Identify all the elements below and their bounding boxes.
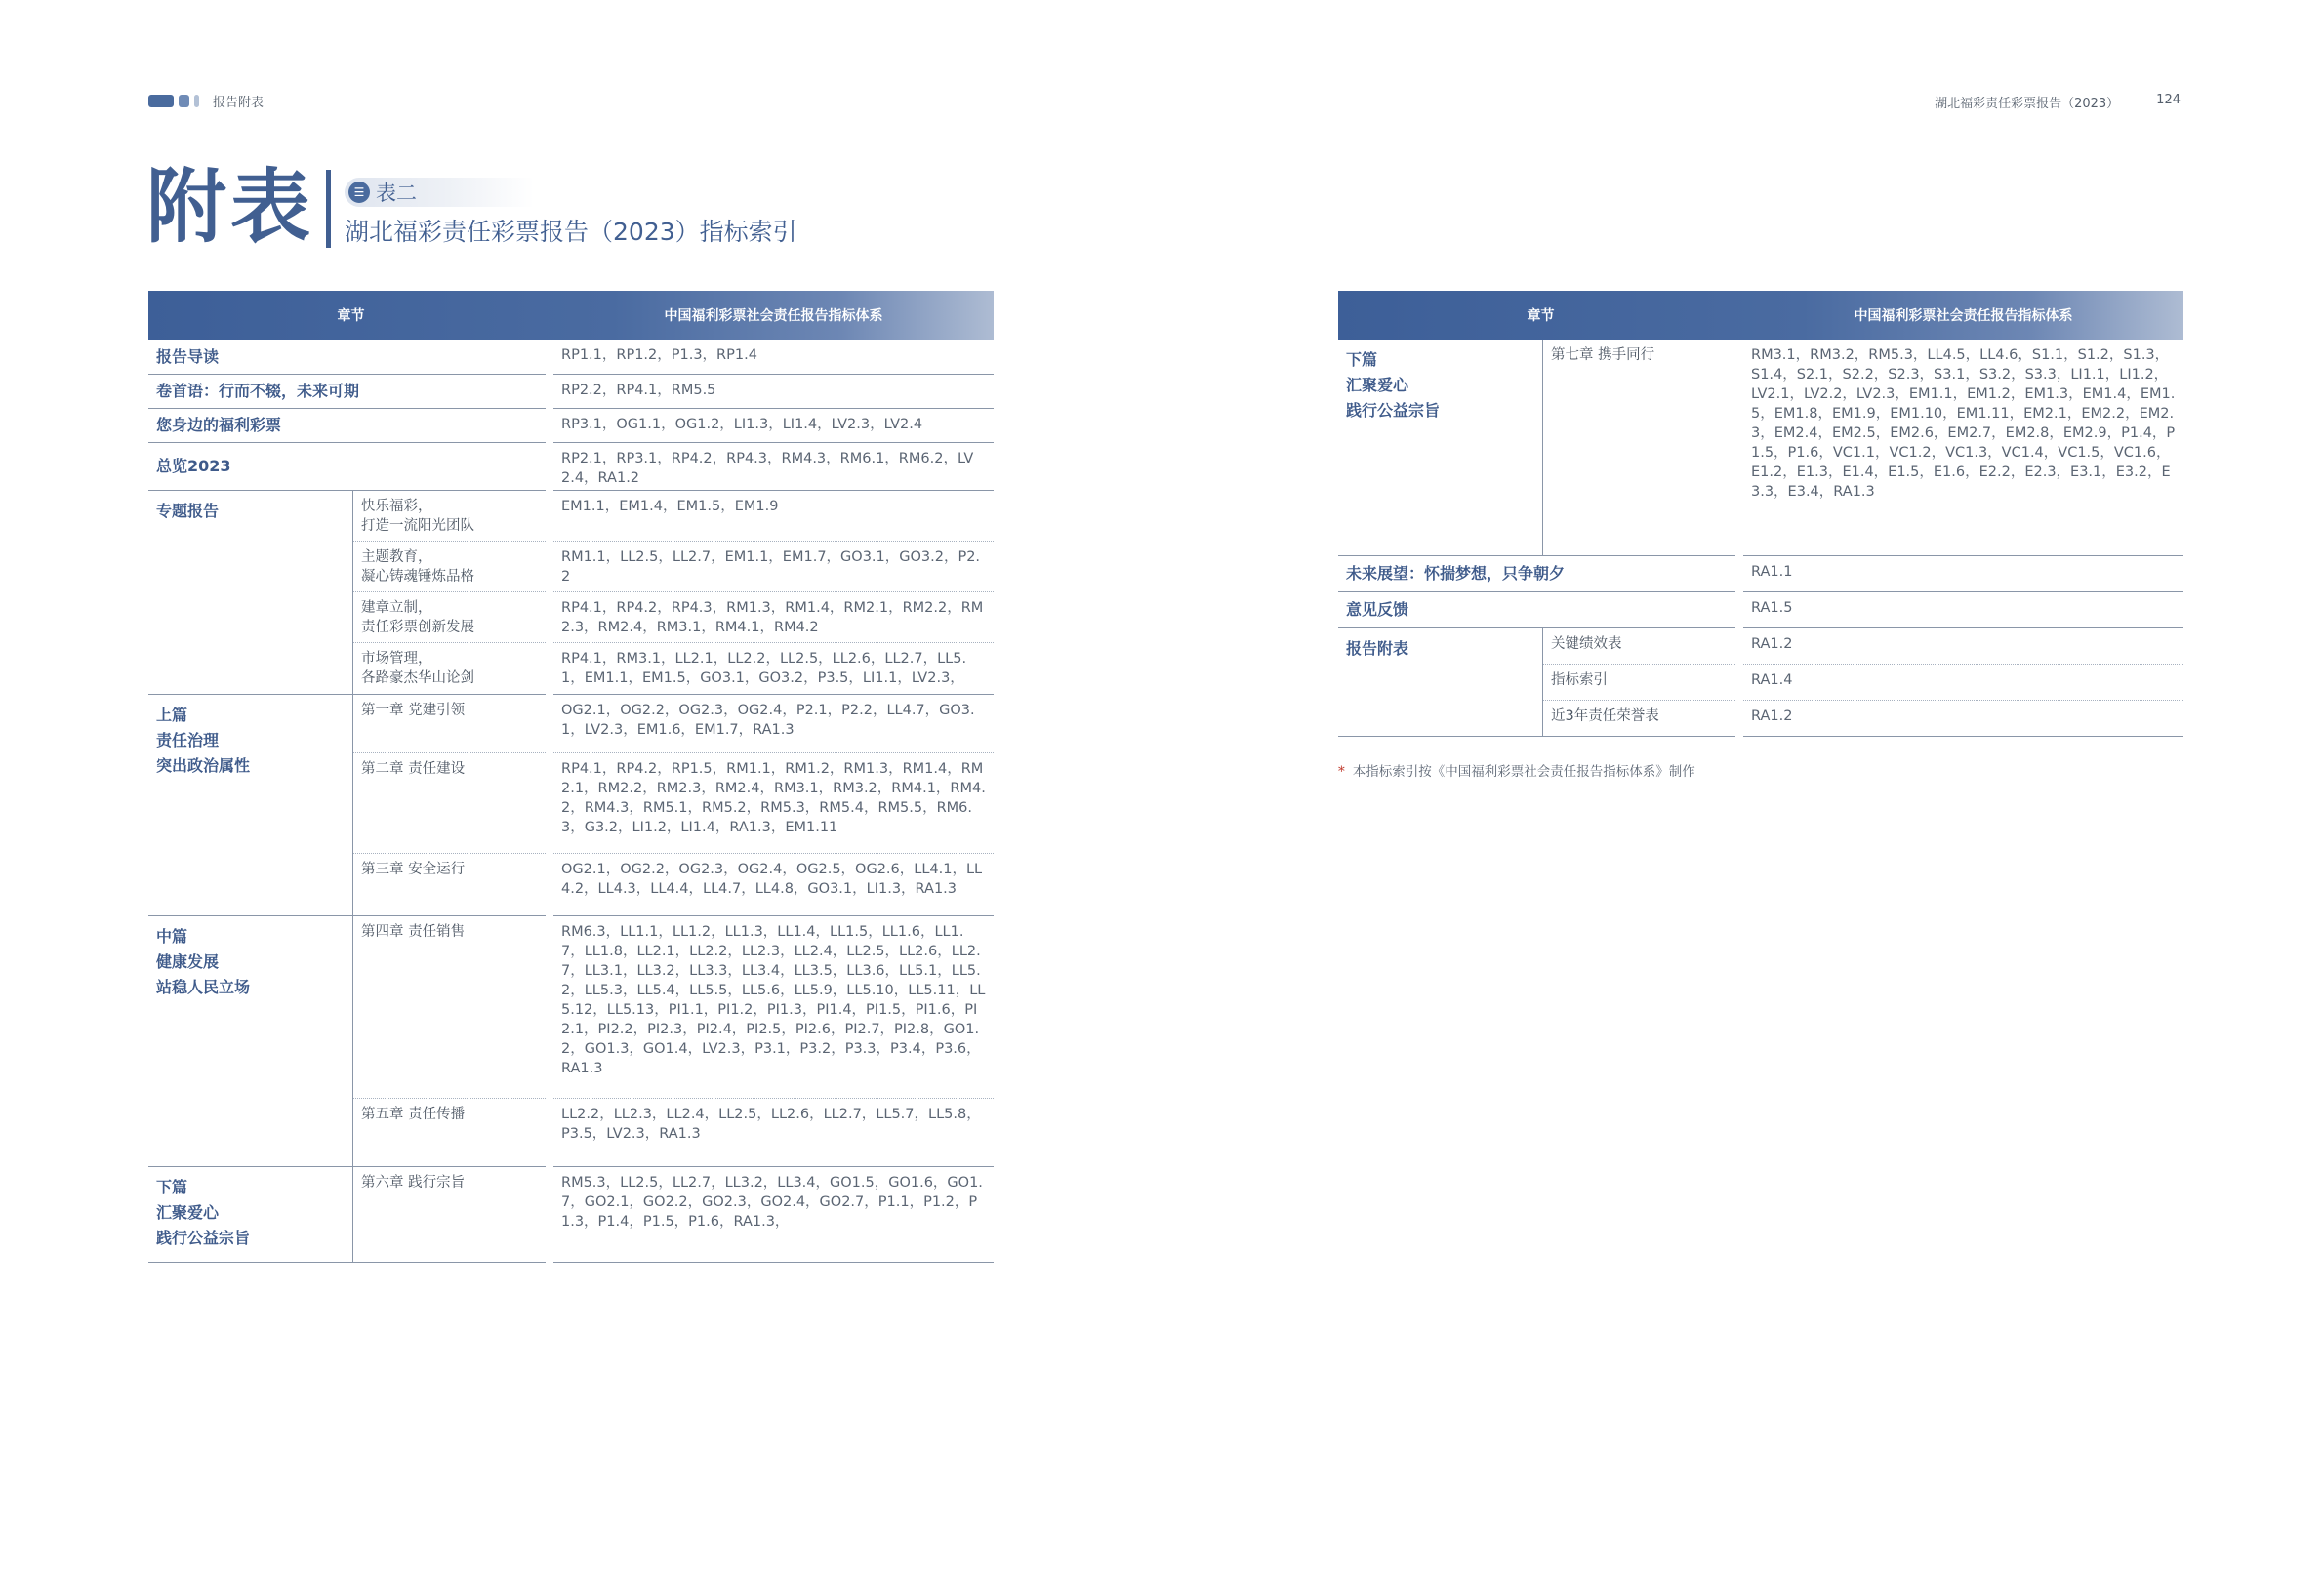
header-system: 中国福利彩票社会责任报告指标体系 xyxy=(664,308,883,324)
sub-row xyxy=(353,753,994,854)
index-codes: RP4.1，RP4.2，RP1.5，RM1.1，RM1.2，RM1.3，RM1.4，RM2.1，RM2.2，RM2.3，RM2.4，RM3.1，RM3.2，RM4.1，RM4.2，RM4.3，RM5.1，RM5.2，RM5.3，RM5.4，RM5.5，RM6.3，G3.2，LI1.2，LI1.4，RA1.3，EM1.11 xyxy=(553,753,994,854)
chapter-cell: 报告附表 xyxy=(1338,628,1543,737)
chapter-cell: 下篇 汇聚爱心 践行公益宗旨 xyxy=(1338,340,1543,556)
table-row-group xyxy=(1338,340,2183,556)
table-row-group xyxy=(148,491,994,695)
table-row-group xyxy=(148,916,994,1167)
chapter-cell: 下篇 汇聚爱心 践行公益宗旨 xyxy=(148,1167,353,1263)
table-row xyxy=(1338,556,2183,592)
sub-row xyxy=(1543,628,2183,665)
sub-row xyxy=(1543,665,2183,701)
index-codes: RM3.1，RM3.2，RM5.3，LL4.5，LL4.6，S1.1，S1.2，S1.3，S1.4，S2.1，S2.2，S2.3，S3.1，S3.2，S3.3，LI1.1，LI1.2，LV2.1，LV2.2，LV2.3，EM1.1，EM1.2，EM1.3，EM1.4，EM1.5，EM1.8，EM1.9，EM1.10，EM1.11，EM2.1，EM2.2，EM2.3，EM2.4，EM2.5，EM2.6，EM2.7，EM2.8，EM2.9，P1.4，P1.5，P1.6，VC1.1，VC1.2，VC1.3，VC1.4，VC1.5，VC1.6，E1.2，E1.3，E1.4，E1.5，E1.6，E2.2，E2.3，E3.1，E3.2，E3.3，E3.4，RA1.3 xyxy=(1743,340,2183,556)
chapter-cell: 卷首语：行而不辍，未来可期 xyxy=(148,375,546,409)
chapter-cell: 报告导读 xyxy=(148,340,546,375)
sub-chapter-cell: 关键绩效表 xyxy=(1543,628,1735,665)
index-codes: RA1.5 xyxy=(1743,592,2183,628)
footnote-text: 本指标索引按《中国福利彩票社会责任报告指标体系》制作 xyxy=(1352,764,1695,780)
table-row xyxy=(1338,592,2183,628)
table-tag xyxy=(345,178,534,207)
section-label: 报告附表 xyxy=(213,96,265,110)
sub-rows xyxy=(1543,340,2183,556)
index-codes: EM1.1，EM1.4，EM1.5，EM1.9 xyxy=(553,491,994,542)
sub-chapter-cell: 指标索引 xyxy=(1543,665,1735,701)
section-bar-icon xyxy=(148,95,199,107)
index-codes: RP4.1，RM3.1，LL2.1，LL2.2，LL2.5，LL2.6，LL2.7，LL5.1，EM1.1，EM1.5，GO3.1，GO3.2，P3.5，LI1.1，LV2.3， xyxy=(553,643,994,695)
table-row-group xyxy=(148,1167,994,1263)
chapter-cell: 意见反馈 xyxy=(1338,592,1735,628)
header-system: 中国福利彩票社会责任报告指标体系 xyxy=(1854,308,2073,324)
sub-chapter-cell: 第二章 责任建设 xyxy=(353,753,546,854)
footnote xyxy=(1338,760,1695,780)
sub-row xyxy=(1543,701,2183,737)
index-codes: RP2.1，RP3.1，RP4.2，RP4.3，RM4.3，RM6.1，RM6.2，LV2.4，RA1.2 xyxy=(553,443,994,491)
chapter-cell: 总览2023 xyxy=(148,443,546,491)
index-codes: RA1.4 xyxy=(1743,665,2183,701)
index-codes: OG2.1，OG2.2，OG2.3，OG2.4，OG2.5，OG2.6，LL4.1，LL4.2，LL4.3，LL4.4，LL4.7，LL4.8，GO3.1，LI1.3，RA1.3 xyxy=(553,854,994,916)
table-title: 湖北福彩责任彩票报告（2023）指标索引 xyxy=(345,218,797,246)
index-codes: RM6.3，LL1.1，LL1.2，LL1.3，LL1.4，LL1.5，LL1.6，LL1.7，LL1.8，LL2.1，LL2.2，LL2.3，LL2.4，LL2.5，LL2.6，LL2.7，LL3.1，LL3.2，LL3.3，LL3.4，LL3.5，LL3.6，LL5.1，LL5.2，LL5.3，LL5.4，LL5.5，LL5.6，LL5.9，LL5.10，LL5.11，LL5.12，LL5.13，PI1.1，PI1.2，PI1.3，PI1.4，PI1.5，PI1.6，PI2.1，PI2.2，PI2.3，PI2.4，PI2.5，PI2.6，PI2.7，PI2.8，GO1.2，GO1.3，GO1.4，LV2.3，P3.1，P3.2，P3.3，P3.4，P3.6，RA1.3 xyxy=(553,916,994,1099)
list-icon: ☰ xyxy=(348,182,370,203)
index-codes: RP4.1，RP4.2，RP4.3，RM1.3，RM1.4，RM2.1，RM2.2，RM2.3，RM2.4，RM3.1，RM4.1，RM4.2 xyxy=(553,592,994,643)
sub-chapter-cell: 近3年责任荣誉表 xyxy=(1543,701,1735,737)
sub-row xyxy=(353,695,994,753)
sub-rows xyxy=(353,916,994,1167)
table-row xyxy=(148,443,994,491)
header-chapter: 章节 xyxy=(1527,308,1555,324)
sub-chapter-cell: 第四章 责任销售 xyxy=(353,916,546,1099)
chapter-cell: 中篇 健康发展 站稳人民立场 xyxy=(148,916,353,1167)
chapter-cell: 未来展望：怀揣梦想，只争朝夕 xyxy=(1338,556,1735,592)
chapter-cell: 您身边的福利彩票 xyxy=(148,409,546,443)
index-codes: RP1.1，RP1.2，P1.3，RP1.4 xyxy=(553,340,994,375)
chapter-cell: 上篇 责任治理 突出政治属性 xyxy=(148,695,353,916)
header-chapter: 章节 xyxy=(337,308,365,324)
index-codes: RM5.3，LL2.5，LL2.7，LL3.2，LL3.4，GO1.5，GO1.6，GO1.7，GO2.1，GO2.2，GO2.3，GO2.4，GO2.7，P1.1，P1.2，P1.3，P1.4，P1.5，P1.6，RA1.3， xyxy=(553,1167,994,1263)
page-heading xyxy=(146,161,797,254)
sub-chapter-cell: 第三章 安全运行 xyxy=(353,854,546,916)
index-table-left xyxy=(148,291,994,1263)
table-row xyxy=(148,375,994,409)
title-divider xyxy=(326,170,331,248)
sub-row xyxy=(353,916,994,1099)
sub-row xyxy=(353,592,994,643)
index-codes: RP3.1，OG1.1，OG1.2，LI1.3，LI1.4，LV2.3，LV2.4 xyxy=(553,409,994,443)
sub-chapter-cell: 建章立制， 责任彩票创新发展 xyxy=(353,592,546,643)
sub-chapter-cell: 第一章 党建引领 xyxy=(353,695,546,753)
sub-row xyxy=(353,1099,994,1167)
sub-row xyxy=(353,854,994,916)
sub-chapter-cell: 第七章 携手同行 xyxy=(1543,340,1735,556)
table-caption xyxy=(345,178,797,248)
index-codes: OG2.1，OG2.2，OG2.3，OG2.4，P2.1，P2.2，LL4.7，GO3.1，LV2.3，EM1.6，EM1.7，RA1.3 xyxy=(553,695,994,753)
page-number: 124 xyxy=(2156,93,2181,107)
sub-chapter-cell: 快乐福彩， 打造一流阳光团队 xyxy=(353,491,546,542)
index-codes: RP2.2，RP4.1，RM5.5 xyxy=(553,375,994,409)
sub-row xyxy=(353,1167,994,1263)
table-header xyxy=(148,291,994,340)
sub-row xyxy=(353,491,994,542)
index-codes: RA1.1 xyxy=(1743,556,2183,592)
sub-rows xyxy=(353,491,994,695)
sub-chapter-cell: 第五章 责任传播 xyxy=(353,1099,546,1167)
running-header xyxy=(1935,93,2181,111)
sub-chapter-cell: 市场管理， 各路豪杰华山论剑 xyxy=(353,643,546,695)
sub-rows xyxy=(1543,628,2183,737)
sub-row xyxy=(1543,340,2183,556)
sub-row xyxy=(353,542,994,592)
page-title: 附表 xyxy=(146,161,315,254)
table-header xyxy=(1338,291,2183,340)
table-row xyxy=(148,340,994,375)
report-title: 湖北福彩责任彩票报告（2023） xyxy=(1935,97,2120,111)
sub-chapter-cell: 主题教育， 凝心铸魂锤炼品格 xyxy=(353,542,546,592)
section-indicator xyxy=(148,92,264,110)
index-codes: RA1.2 xyxy=(1743,628,2183,665)
sub-rows xyxy=(353,1167,994,1263)
sub-chapter-cell: 第六章 践行宗旨 xyxy=(353,1167,546,1263)
table-row-group xyxy=(148,695,994,916)
table-number: 表二 xyxy=(376,182,418,205)
footnote-marker: * xyxy=(1338,764,1345,780)
index-table-right xyxy=(1338,291,2183,737)
chapter-cell: 专题报告 xyxy=(148,491,353,695)
sub-row xyxy=(353,643,994,695)
index-codes: RA1.2 xyxy=(1743,701,2183,737)
table-row xyxy=(148,409,994,443)
index-codes: LL2.2，LL2.3，LL2.4，LL2.5，LL2.6，LL2.7，LL5.7，LL5.8，P3.5，LV2.3，RA1.3 xyxy=(553,1099,994,1167)
table-row-group xyxy=(1338,628,2183,737)
index-codes: RM1.1，LL2.5，LL2.7，EM1.1，EM1.7，GO3.1，GO3.2，P2.2 xyxy=(553,542,994,592)
sub-rows xyxy=(353,695,994,916)
